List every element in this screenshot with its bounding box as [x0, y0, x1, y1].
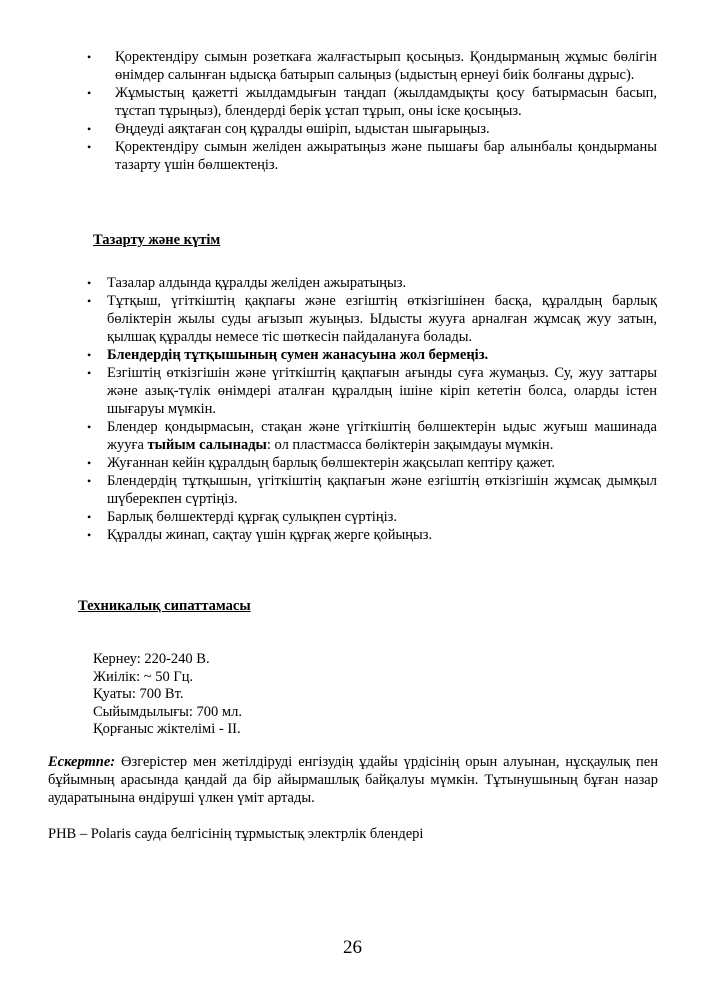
- cleaning-list: [87, 274, 657, 544]
- list-item: • Блендер қондырмасын, стақан және үгіткіштің бөлшектерін ыдыс жуғыш машинада жууға тыйым салынады: ол пластмасса бөліктерін зақымдауы мүмкін.: [87, 419, 657, 453]
- bullet-icon: •: [87, 420, 92, 434]
- list-item: • Блендердің тұтқышының сумен жанасуына жол бермеңіз.: [87, 347, 489, 363]
- cleaning-heading: Тазарту және күтім: [93, 232, 221, 248]
- list-item: • Тұтқыш, үгіткіштің қақпағы және езгіштің өткізгішінен басқа, құралдың барлық бөліктерін жылы суды ағызып жуыңыз. Ыдысты жууға арналған жұмсақ жуу затын, қылшақ құралды немесе тіс шөткесін пайдалануға болады.: [87, 293, 657, 345]
- brand-line: PHB – Polaris сауда белгісінің тұрмыстық электрлік блендері: [48, 826, 424, 842]
- bullet-icon: •: [87, 50, 92, 64]
- bullet-icon: •: [87, 474, 92, 488]
- bullet-icon: •: [87, 456, 92, 470]
- bullet-icon: •: [87, 86, 92, 100]
- list-item: • Жуғаннан кейін құралдың барлық бөлшектерін жақсылап кептіру қажет.: [87, 455, 556, 471]
- list-item: • Тазалар алдында құралды желіден ажыратыңыз.: [87, 275, 407, 291]
- spec-voltage: Кернеу: 220-240 В.: [93, 651, 210, 667]
- spec-protection-class: Қорғаныс жіктелімі - II.: [93, 721, 241, 737]
- bullet-icon: •: [87, 528, 92, 542]
- spec-capacity: Сыйымдылығы: 700 мл.: [93, 703, 242, 720]
- spec-power: Қуаты: 700 Вт.: [93, 686, 184, 702]
- bullet-icon: •: [87, 366, 92, 380]
- specs-heading: Техникалық сипаттамасы: [78, 598, 251, 614]
- bullet-icon: •: [87, 276, 92, 290]
- bullet-icon: •: [87, 348, 92, 362]
- list-item: • Қоректендіру сымын желіден ажыратыңыз және пышағы бар алынбалы қондырманы тазарту үшін бөлшектеңіз.: [87, 139, 657, 173]
- bullet-icon: •: [87, 122, 92, 136]
- assembly-steps-list: [87, 48, 657, 174]
- bullet-icon: •: [87, 140, 92, 154]
- bullet-icon: •: [87, 510, 92, 524]
- list-item: • Езгіштің өткізгішін және үгіткіштің қақпағын ағынды суға жумаңыз. Су, жуу заттары және азық-түлік өнімдері аталған құралдың ішіне кіріп кететін болса, оларды істен шығаруы мүмкін.: [87, 365, 657, 417]
- specs-list: [93, 650, 242, 738]
- list-item: • Жұмыстың қажетті жылдамдығын таңдап (жылдамдықты қосу батырмасын басып, тұстап тұрыңыз), блендерді берік ұстап тұрып, оны іске қосыңыз.: [87, 85, 657, 119]
- spec-frequency: Жиілік: ~ 50 Гц.: [93, 668, 194, 685]
- bullet-icon: •: [87, 294, 92, 308]
- note-text: Өзгерістер мен жетілдіруді енгізудің ұдайы үрдісінің орын алуынан, нұсқаулық пен бұйымның арасында қандай да бір айырмашлық байқалуы мүмкін. Тұтынушының бұған назар аударатынына өндіруші үлкен үміт артады.: [48, 754, 658, 806]
- note-paragraph: [48, 753, 658, 807]
- list-item: • Блендердің тұтқышын, үгіткіштің қақпағын және езгіштің өткізгішін жұмсақ дымқыл шүберекпен сүртіңіз.: [87, 473, 657, 507]
- page-number: 26: [343, 937, 362, 958]
- list-item: • Қоректендіру сымын розеткаға жалғастырып қосыңыз. Қондырманың жұмыс бөлігін өнімдер салынған ыдысқа батырып салыңыз (ыдыстың ернеуі биік болғаны дұрыс).: [87, 49, 657, 83]
- list-item: • Өңдеуді аяқтаған соң құралды өшіріп, ыдыстан шығарыңыз.: [87, 121, 490, 137]
- note-label: Ескертпе:: [48, 754, 116, 770]
- list-item: • Құралды жинап, сақтау үшін құрғақ жерге қойыңыз.: [87, 527, 433, 543]
- list-item: • Барлық бөлшектерді құрғақ сулықпен сүртіңіз.: [87, 509, 397, 525]
